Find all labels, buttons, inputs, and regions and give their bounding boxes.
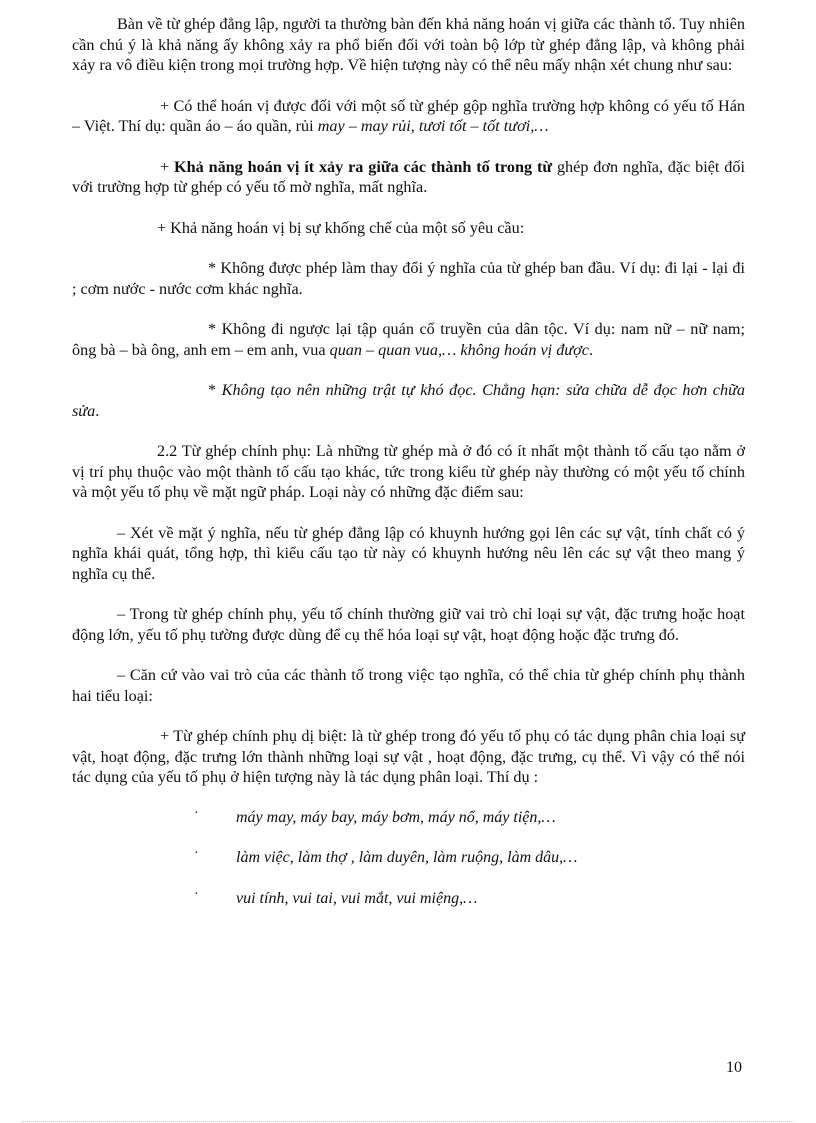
bullet-text: vui tính, vui tai, vui mắt, vui miệng,… [236,889,478,907]
bold-phrase: Khả năng hoán vị ít xảy ra giữa các thành tố trong từ [174,157,553,176]
paragraph-hoan-vi-gop-nghia [72,96,745,137]
bullet-item [72,848,745,869]
bullet-text: máy may, máy bay, máy bơm, máy nổ, máy tiện,… [236,808,556,826]
italic-example: may – may rủi, tươi tốt – tốt tươi,… [317,117,549,135]
paragraph-hoan-vi-intro: Bàn về từ ghép đẳng lập, người ta thường bàn đến khả năng hoán vị giữa các thành tố. Tuy nhiên cần chú ý là khả năng ấy không xảy ra phổ biến đối với toàn bộ lớp từ ghép đẳng lập, và không phải xảy ra vô điều kiện trong mọi trường hợp. Về hiện tượng này có thể nêu mấy nhận xét chung như sau: [72,15,745,74]
text-run: * [208,381,222,399]
italic-example: quan – quan vua,… không hoán vị được [329,340,589,359]
text-run: * Không đi ngược lại tập quán cổ truyền của dân tộc. Ví dụ: nam nữ – nữ nam; ông bà – bà ông, anh em – em anh, vua [72,320,745,359]
bullet-item [72,805,745,829]
bullet-item [72,886,745,910]
bullet-dot: · [194,846,199,861]
page-number: 10 [726,1059,742,1076]
text-run: + Có thể hoán vị được đối với một số từ ghép gộp nghĩa trường hợp không có yếu tố Hán – Việt. Thí dụ: quần áo – áo quần, rủi [72,96,745,135]
paragraph-di-biet: + Từ ghép chính phụ dị biệt: là từ ghép trong đó yếu tố phụ có tác dụng phân chia loại sự vật, hoạt động, đặc trưng lớn thành những loại sự vật , hoạt động, đặc trưng, cụ thể. Vì vậy có thể nói tác dụng của yếu tố phụ ở hiện tượng này là tác dụng phân loại. Thí dụ : [72,727,745,786]
text-run: . [588,340,593,359]
text-run: + [160,157,175,176]
bullet-dot: · [194,805,199,821]
paragraph-khong-che: + Khả năng hoán vị bị sự khống chế của một số yêu cầu: [157,218,525,237]
bullet-dot: · [194,886,199,902]
paragraph-tieu-loai: – Căn cứ vào vai trò của các thành tố trong việc tạo nghĩa, có thể chia từ ghép chính phụ thành hai tiểu loại: [72,666,745,705]
paragraph-rule-readability [72,380,745,421]
text-run: . [95,401,100,420]
bullet-text: làm việc, làm thợ , làm duyên, làm ruộng, làm dâu,… [236,849,578,866]
paragraph-chinh-phu-definition: 2.2 Từ ghép chính phụ: Là những từ ghép mà ở đó có ít nhất một thành tố cấu tạo nằm ở vị trí phụ thuộc vào một thành tố cấu tạo khác, tức trong kiểu từ ghép này thường có một yếu tố chính và một yếu tố phụ về mặt ngữ pháp. Loại này có những đặc điểm sau: [72,442,745,501]
paragraph-don-nghia [72,157,745,198]
text-run: ghép đơn nghĩa, đặc biệt đối với trường hợp từ ghép có yếu tố mờ nghĩa, mất nghĩa. [72,157,745,196]
document-page [72,14,745,909]
paragraph-y-nghia: – Xét về mặt ý nghĩa, nếu từ ghép đẳng lập có khuynh hướng gọi lên các sự vật, tính chất có ý nghĩa khái quát, tổng hợp, thì kiểu cấu tạo từ này có khuynh hướng nêu lên các sự vật theo mang ý nghĩa cụ thể. [72,523,745,583]
paragraph-rule-custom [72,319,745,360]
italic-example: Không tạo nên những trật tự khó đọc. Chẳng hạn: sửa chữa dễ đọc hơn chữa sửa [72,381,746,420]
footer-divider [22,1121,794,1122]
paragraph-rule-meaning: * Không được phép làm thay đổi ý nghĩa của từ ghép ban đầu. Ví dụ: đi lại - lại đi ; cơm nước - nước cơm khác nghĩa. [72,259,745,298]
paragraph-yeu-to-chinh: – Trong từ ghép chính phụ, yếu tố chính thường giữ vai trò chỉ loại sự vật, đặc trưng hoặc hoạt động lớn, yếu tố phụ tường được dùng để cụ thể hóa loại sự vật, hoạt động hoặc đặc trưng đó. [72,605,745,644]
